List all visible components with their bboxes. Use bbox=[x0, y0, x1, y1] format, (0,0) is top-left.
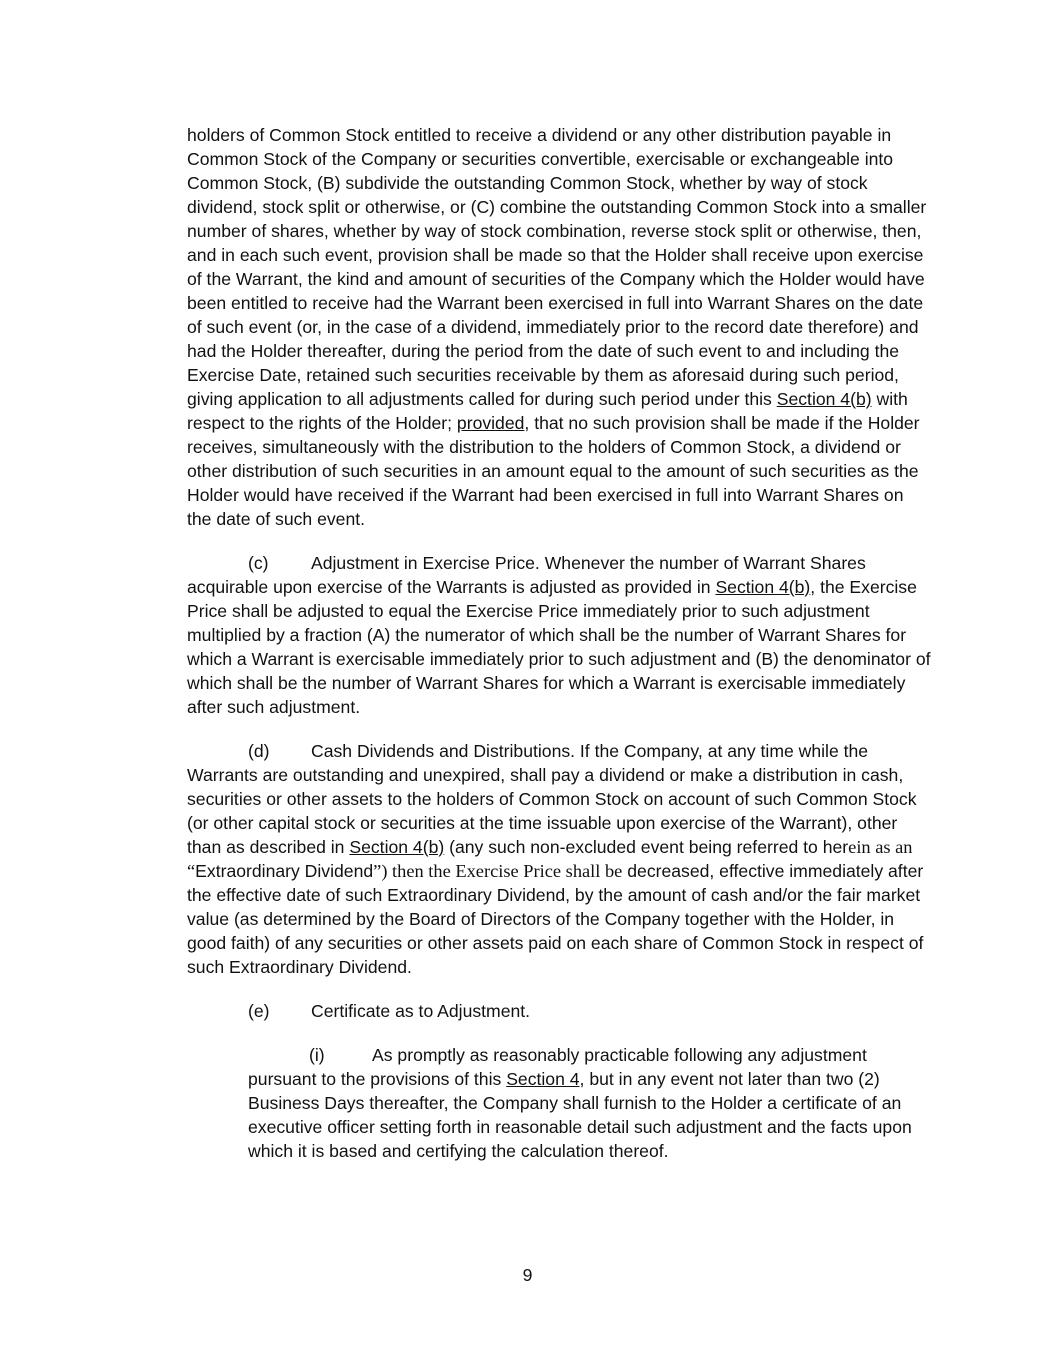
text-run: with respect to the rights of the Holder; bbox=[187, 389, 908, 433]
text-run: (any such non-excluded event being referred to her bbox=[444, 837, 849, 857]
text-run: As promptly as reasonably practicable following any adjustment pursuant to the provisions of this bbox=[248, 1045, 867, 1089]
page-number: 9 bbox=[522, 1265, 533, 1285]
paragraph-e bbox=[187, 999, 932, 1023]
section-reference: Section 4 bbox=[506, 1069, 580, 1089]
provided-term: provided bbox=[456, 413, 525, 433]
paragraph-label: (d) bbox=[248, 741, 270, 761]
section-reference: Section 4(b) bbox=[349, 837, 445, 857]
paragraph-c bbox=[187, 551, 932, 719]
defined-term: Extraordinary Dividend bbox=[195, 861, 374, 881]
section-reference: Section 4(b) bbox=[715, 577, 811, 597]
subparagraph-label: (i) bbox=[309, 1045, 325, 1065]
text-run: decreased, effective immediately after the effective date of such Extraordinary Dividend, by the amount of cash and/or the fair market value (as determined by the Board of Directors of the Company together with the Holder, in good faith) of any securities or other assets paid on each share of Common Stock in respect of such Extraordinary Dividend. bbox=[187, 861, 924, 977]
text-run: Cash Dividends and Distributions. If the Company, at any time while the Warrants are outstanding and unexpired, shall pay a dividend or make a distribution in cash, securities or other assets to the holders of Common Stock on account of such Common Stock (or other capital stock or securities at the time issuable upon exercise of the Warrant), other than as described in bbox=[187, 741, 917, 857]
text-run-serif: ”) then the Exercise Price shall be bbox=[373, 861, 623, 881]
text-run: holders of Common Stock entitled to receive a dividend or any other distribution payable in Common Stock of the Company or securities convertible, exercisable or exchangeable into Common Stock, (B) subdivide the outstanding Common Stock, whether by way of stock dividend, stock split or otherwise, or (C) combine the outstanding Common Stock into a smaller number of shares, whether by way of stock combination, reverse stock split or otherwise, then, and in each such event, provision shall be made so that the Holder shall receive upon exercise of the Warrant, the kind and amount of securities of the Company which the Holder would have been entitled to receive had the Warrant been exercised in full into Warrant Shares on the date of such event (or, in the case of a dividend, immediately prior to the record date therefore) and had the Holder thereafter, during the period from the date of such event to and including the Exercise Date, retained such securities receivable by them as aforesaid during such period, giving application to all adjustments called for during such period under this bbox=[187, 125, 927, 409]
paragraph-e-i bbox=[248, 1043, 932, 1163]
document-body bbox=[187, 123, 932, 1163]
paragraph-b-continuation bbox=[187, 123, 932, 531]
paragraph-label: (c) bbox=[248, 553, 269, 573]
paragraph-label: (e) bbox=[248, 1001, 270, 1021]
text-run-serif: ein as an “ bbox=[187, 837, 913, 881]
paragraph-d bbox=[187, 739, 932, 979]
section-reference: Section 4(b) bbox=[776, 389, 872, 409]
text-run: , that no such provision shall be made if the Holder receives, simultaneously with the distribution to the holders of Common Stock, a dividend or other distribution of such securities in an amount equal to the amount of such securities as the Holder would have received if the Warrant had been exercised in full into Warrant Shares on the date of such event. bbox=[187, 413, 920, 529]
paragraph-heading: Certificate as to Adjustment. bbox=[311, 1001, 531, 1021]
text-run: , but in any event not later than two (2) Business Days thereafter, the Company shall furnish to the Holder a certificate of an executive officer setting forth in reasonable detail such adjustment and the facts upon which it is based and certifying the calculation thereof. bbox=[248, 1069, 912, 1161]
text-run: Adjustment in Exercise Price. Whenever the number of Warrant Shares acquirable upon exercise of the Warrants is adjusted as provided in bbox=[187, 553, 866, 597]
text-run: , the Exercise Price shall be adjusted to equal the Exercise Price immediately prior to such adjustment multiplied by a fraction (A) the numerator of which shall be the number of Warrant Shares for which a Warrant is exercisable immediately prior to such adjustment and (B) the denominator of which shall be the number of Warrant Shares for which a Warrant is exercisable immediately after such adjustment. bbox=[187, 577, 931, 717]
